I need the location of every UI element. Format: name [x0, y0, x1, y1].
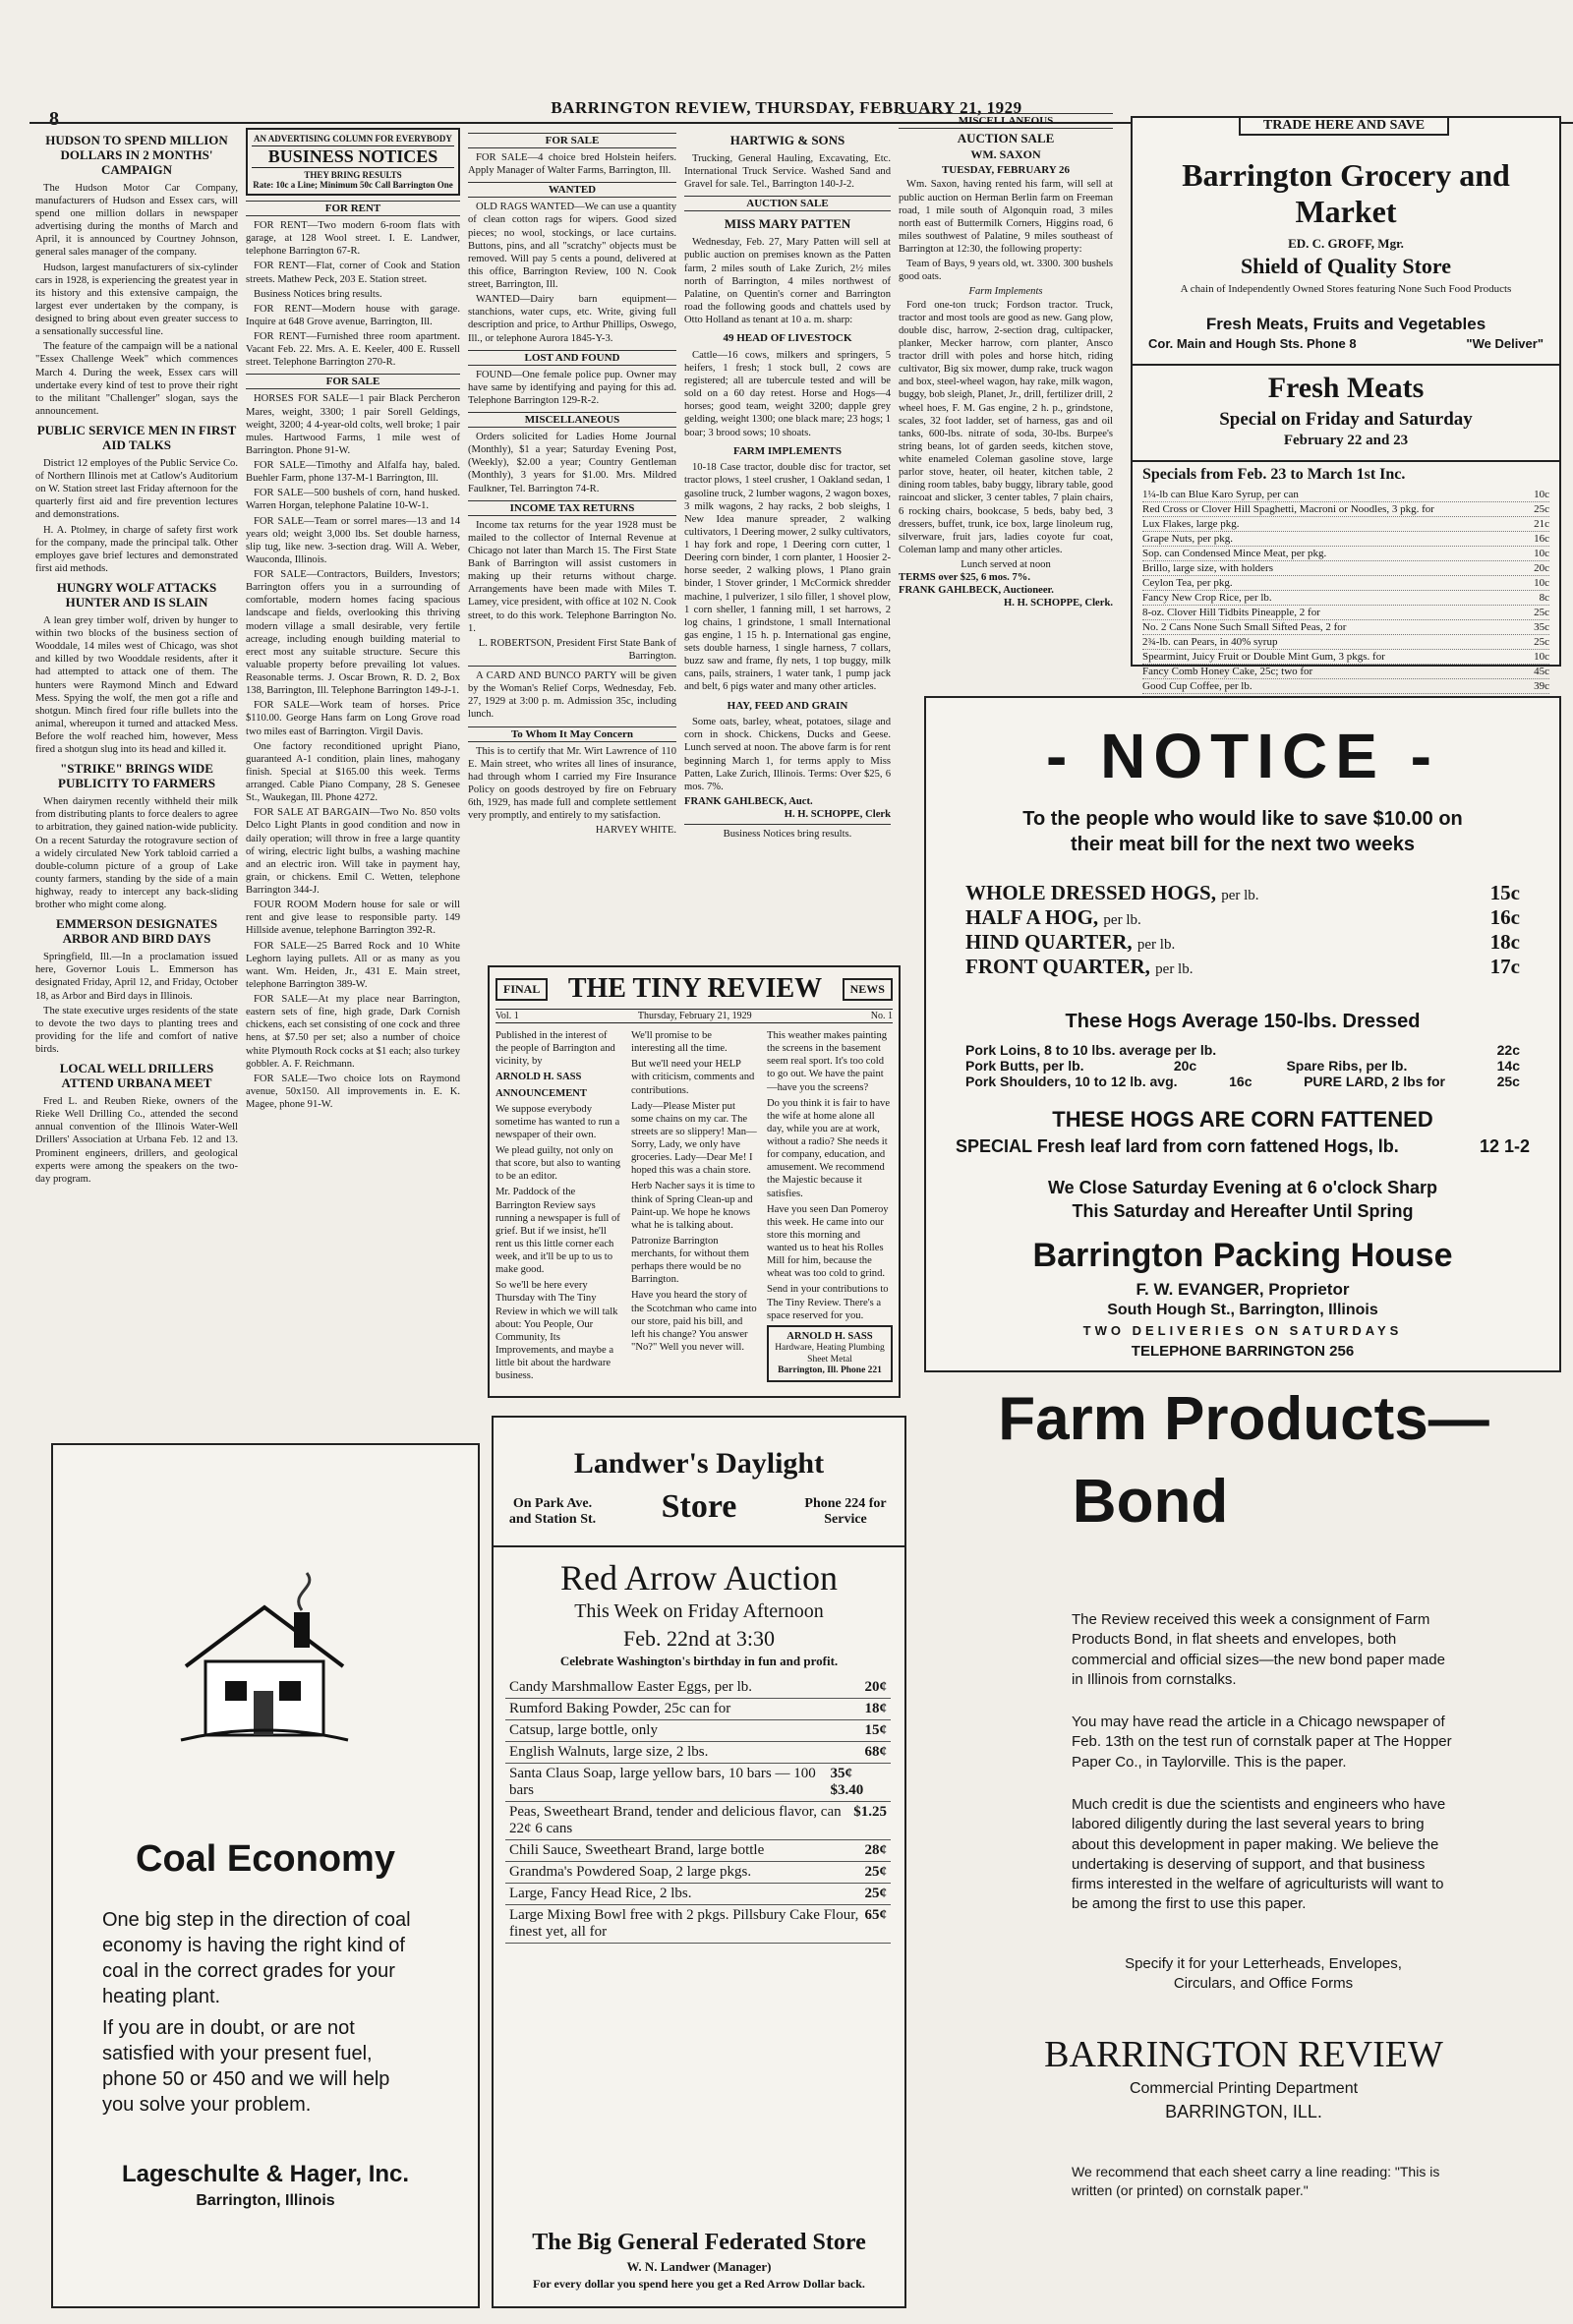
classified-ad: FOR SALE—Contractors, Builders, Investors; Barrington offers you in a surrounding of comfortable, modern homes facing spacious landscape and fields, overlooking this thriving modern village a small desirable, very fertile acreage, including enough building material to erect most any suitable structure. Secure this valuable property before prevailing lot values. Reasonable terms. J. Oscar Brown, R. D. 2, Box 138, Barrington, Ill. Telephone Barrington 149-J-1.: [246, 569, 460, 697]
heading-mary-patten: MISS MARY PATTEN: [724, 216, 851, 232]
tiny-text: Send in your contributions to The Tiny Review. There's a space reserved for you.: [767, 1284, 889, 1321]
row-shoulders: [965, 1074, 1520, 1089]
item-price: 25c: [1534, 636, 1549, 648]
landwer-store-ad: [492, 1416, 906, 2308]
item-price: 20c: [1534, 562, 1549, 574]
item-price: 10c: [1534, 548, 1549, 559]
final-badge: FINAL: [495, 978, 548, 1001]
cut-name: Pork Shoulders, 10 to 12 lb. avg.: [965, 1074, 1178, 1089]
headline-strike: "STRIKE" BRINGS WIDE PUBLICITY TO FARMERS: [58, 761, 215, 791]
tiny-text: We suppose everybody sometime has wanted to run a newspaper of their own.: [495, 1103, 620, 1140]
special-row: [1142, 517, 1549, 532]
article-text: The feature of the campaign will be a national "Essex Challenge Week" which commences March 4. During the week, Essex cars will undertake every kind of test to prove their right to the militant "Challenger" slogan, says the announcement.: [35, 341, 238, 417]
cut-price: 20c: [1173, 1058, 1197, 1074]
tiny-text: Published in the interest of the people of Barrington and vicinity, by: [495, 1030, 615, 1068]
classified-ad: FOR SALE—25 Barred Rock and 10 White Leghorn laying pullets. All or as many as you want. Wm. Heiden, Jr., 431 E. Main street, telephone Barrington 389-W.: [246, 940, 460, 990]
tiny-text: Mr. Paddock of the Barrington Review says running a newspaper is full of grief. But if we insist, he'll rent us this little corner each week, and it'll be up to us to make good.: [495, 1187, 620, 1276]
tiny-text: So we'll be here every Thursday with The Tiny Review in which we will talk about: You People, Our Community, Its Improvements, and maybe a little bit about the hardware business.: [495, 1280, 618, 1382]
special-price: 12 1-2: [1479, 1136, 1530, 1156]
grocery-price-list: [1142, 488, 1549, 694]
heading-hay-feed: HAY, FEED AND GRAIN: [727, 699, 848, 712]
tiny-review-title: THE TINY REVIEW: [567, 973, 823, 1004]
coal-body-1: One big step in the direction of coal economy is having the right kind of coal in the correct grades for your heating plant.: [102, 1909, 411, 2007]
item-price: 35¢ $3.40: [830, 1766, 864, 1798]
item-price: 35c: [1534, 621, 1549, 633]
item-price: 8c: [1539, 592, 1549, 604]
headline-well-drillers: LOCAL WELL DRILLERS ATTEND URBANA MEET: [59, 1061, 214, 1091]
grocery-dates: February 22 and 23: [1283, 433, 1409, 448]
cut-price: 17c: [1489, 955, 1520, 978]
cut-price: 18c: [1489, 930, 1520, 954]
auction-text: Wm. Saxon, having rented his farm, will sell at public auction on Herman Berlin farm on Freeman road, 1 mile south of Algonquin road, 3 miles north east of Buttermilk Corners, Higgins road, 6 miles southwest of Palatine, 9 miles southeast of Barrington at 12:30, the following property:: [899, 179, 1113, 255]
page-number: 8: [49, 108, 59, 130]
price-row: [505, 1862, 891, 1884]
classified-ad: HORSES FOR SALE—1 pair Black Percheron Mares, weight, 3300; 1 pair Sorell Geldings, weight, 3200; 4 4-year-old colts, well broke; 1 pair mules. Hartwood Farms, 1 mile west of Barrington. Phone 91-W.: [246, 393, 460, 456]
farm-specify: Specify it for your Letterheads, Envelopes, Circulars, and Office Forms: [1125, 1955, 1402, 1993]
section-for-sale: FOR SALE: [246, 374, 460, 389]
divider: [1133, 460, 1559, 462]
grocery-corner: Cor. Main and Hough Sts. Phone 8: [1148, 336, 1357, 351]
cut-price: 14c: [1496, 1058, 1520, 1074]
hog-price-row: [946, 905, 1540, 930]
landwer-price-list: [505, 1677, 891, 1944]
item-price: 45c: [1534, 666, 1549, 677]
special-row: [1142, 547, 1549, 561]
auctioneer: FRANK GAHLBECK, Auct.: [684, 795, 813, 807]
notice-close-1: We Close Saturday Evening at 6 o'clock Sharp: [1047, 1178, 1438, 1197]
section-for-sale: FOR SALE: [468, 133, 676, 148]
auction-text: Wednesday, Feb. 27, Mary Patten will sell at public auction on premises known as the Patten farm, 2 miles south of Lake Zurich, 2½ miles north of Barrington, 4 miles northwest of Palatine, on Quentin's corner and Barrington road the following goods and chattels used by Otto Holland as tenant at 10 a. m. sharp:: [684, 237, 891, 325]
heading-farm-implements: FARM IMPLEMENTS: [732, 444, 843, 457]
classified-ad: This is to certify that Mr. Wirt Lawrence of 110 E. Main street, who writes all lines of insurance, had through whom I carried my Fire Insurance Policy on goods destroyed by fire on February 6th, 1929, has made full and complete settlement very promptly, and entirely to my satisfaction.: [468, 745, 676, 822]
item-price: 25¢: [864, 1864, 887, 1880]
packing-house-name: Barrington Packing House: [1032, 1237, 1453, 1274]
item-name: Grandma's Powdered Soap, 2 large pkgs.: [509, 1864, 752, 1880]
article-text: Springfield, Ill.—In a proclamation issued here, Governor Louis L. Emmerson has designated Friday, April 12, and Friday, October 18, as Arbor and Bird days in Illinois.: [35, 952, 238, 1002]
item-name: Ceylon Tea, per pkg.: [1142, 577, 1233, 589]
article-text: The Hudson Motor Car Company, manufacturers of Hudson and Essex cars, will spend one million dollars in newspaper advertising during the months of March and April, it is announced by Courtney Johnson, general sales manager of the company.: [35, 182, 238, 259]
item-name: Lux Flakes, large pkg.: [1142, 518, 1240, 530]
packing-house-address: South Hough St., Barrington, Illinois: [1107, 1302, 1378, 1318]
classified-ad: Income tax returns for the year 1928 must be mailed to the collector of Internal Revenue at Chicago not later than March 15. The First State Bank of Barrington will assist customers in making up their returns without charge. Arrangements have been made with Miles T. Lamey, vice president, with office at 102 N. Cook street, to do this work. Telephone Barrington No. 1.: [468, 519, 676, 634]
volume: Vol. 1: [495, 1011, 519, 1021]
hog-price-row: [946, 955, 1540, 979]
landwer-phone: Phone 224 for Service: [804, 1496, 887, 1527]
tiny-text: Do you think it is fair to have the wife at home alone all day, while you are at work, without a radio? She needs it for company, education, and amusement. We recommend the Majestic because it satisfies.: [767, 1097, 891, 1199]
item-name: Candy Marshmallow Easter Eggs, per lb.: [509, 1679, 753, 1695]
section-lost-found: LOST AND FOUND: [468, 350, 676, 366]
special-row: [1142, 679, 1549, 694]
grocery-chain: A chain of Independently Owned Stores featuring Nonе Such Food Products: [1180, 283, 1512, 295]
tiny-col-3: [767, 1029, 893, 1382]
landwer-location: On Park Ave. and Station St.: [508, 1496, 597, 1527]
cut-label: [965, 881, 1259, 905]
packing-house-deliveries: TWO DELIVERIES ON SATURDAYS: [1082, 1323, 1403, 1338]
item-name: Sop. can Condensed Mince Meat, per pkg.: [1142, 548, 1327, 559]
classified-ad: Orders solicited for Ladies Home Journal (Monthly), $1 a year; Saturday Evening Post, (Weekly), $2.00 a year; Country Gentleman (Monthly), 3 years for $1.00. Mrs. Mildred Faulkner, Tel. Barrington 74-R.: [468, 432, 676, 494]
farm-dept: Commercial Printing Department: [1129, 2080, 1359, 2097]
packing-house-owner: F. W. EVANGER, Proprietor: [1136, 1280, 1350, 1299]
landwer-store: Store: [661, 1488, 737, 1525]
grocery-deliver: "We Deliver": [1466, 336, 1544, 351]
tiny-text: This weather makes painting the screens in the basement seem real sport. It's too cold to go out. We have the paint—have you the screens?: [767, 1030, 888, 1093]
heading-livestock: 49 HEAD OF LIVESTOCK: [723, 332, 852, 345]
classified-ad: A CARD AND BUNCO PARTY will be given by the Woman's Relief Corps, Wednesday, Feb. 27, 1929 at 3:00 p. m. Admission 35c, including lunch.: [468, 670, 676, 721]
header-tagline: THEY BRING RESULTS: [304, 170, 402, 180]
item-name: Santa Claus Soap, large yellow bars, 10 bars — 100 bars: [509, 1766, 816, 1798]
column-business-notices: [246, 128, 460, 1401]
special-row: [1142, 635, 1549, 650]
column-auction-saxon: [899, 108, 1113, 698]
coal-body-2: If you are in doubt, or are not satisfied with your present fuel, phone 50 or 450 and we will help you solve your problem.: [102, 2017, 390, 2116]
item-name: No. 2 Cans None Such Small Sifted Peas, 2 for: [1142, 621, 1347, 633]
tiny-text: Patronize Barrington merchants, for without them perhaps there would be no Barrington.: [631, 1235, 750, 1286]
special-row: [1142, 532, 1549, 547]
cut-label: [965, 930, 1175, 955]
item-price: 15¢: [864, 1722, 887, 1738]
item-price: 25c: [1534, 607, 1549, 618]
grocery-ad: [1131, 116, 1561, 692]
tiny-text: Herb Nacher says it is time to think of Spring Clean-up and Paint-up. We hope he knows what he is talking about.: [631, 1181, 755, 1231]
classified-ad: WANTED—Dairy barn equipment—stanchions, water cups, etc. Write, giving full description and price, to Arthur Phillips, Oswego, Ill., or telephone Aurora 1845-Y-3.: [468, 294, 676, 344]
header-title: BUSINESS NOTICES: [252, 145, 454, 168]
cut-unit: per lb.: [1155, 961, 1194, 977]
item-price: 68¢: [864, 1744, 887, 1760]
header-kicker: AN ADVERTISING COLUMN FOR EVERYBODY: [254, 134, 452, 144]
tiny-review-header: [495, 973, 893, 1005]
tiny-review-columns: [495, 1029, 893, 1382]
classified-ad: FOR SALE AT BARGAIN—Two No. 850 volts Delco Light Plants in good condition and now in daily operation; will throw in free a large quantity of wiring, electric light bulbs, a washing machine and an electric iron. Will take in payment hay, grain, or chickens. Emil C. Wetten, telephone Barrington 344-J.: [246, 807, 460, 896]
price-row: [505, 1742, 891, 1764]
section-miscellaneous: MISCELLANEOUS: [899, 113, 1113, 129]
notice-title: - NOTICE -: [1046, 721, 1439, 791]
item-name: Grape Nuts, per pkg.: [1142, 533, 1233, 545]
classified-ad: FOR RENT—Modern house with garage. Inquire at 648 Grove avenue, Barrington, Ill.: [246, 303, 460, 327]
item-name: 8-oz. Clover Hill Tidbits Pineapple, 2 for: [1142, 607, 1320, 618]
article-text: The state executive urges residents of the state to devote the two days to planting trees and providing for the life and comfort of native birds.: [35, 1005, 238, 1056]
sass-hardware-ad: [767, 1325, 893, 1382]
cut-price: 16c: [1489, 905, 1520, 929]
issue-number: No. 1: [870, 1011, 893, 1021]
cut-unit: per lb.: [1221, 888, 1259, 903]
item-price: 10c: [1534, 577, 1549, 589]
special-row: [1142, 488, 1549, 502]
column-news: [35, 128, 238, 1401]
auction-tagline: Celebrate Washington's birthday in fun and profit.: [559, 1654, 839, 1668]
cut-name: Pork Butts, per lb.: [965, 1058, 1084, 1074]
tiny-text: Have you heard the story of the Scotchman who came into our store, paid his bill, and left his change? You answer "No?" Well you never will.: [631, 1290, 757, 1353]
divider: [684, 824, 891, 825]
cut-name: HALF A HOG,: [965, 905, 1104, 929]
classified-ad: FOR SALE—Two choice lots on Raymond avenue, 50x150. All improvements in. E. K. Magee, phone 91-W.: [246, 1073, 460, 1110]
ad-name: ARNOLD H. SASS: [786, 1330, 873, 1342]
notice-special: [956, 1136, 1530, 1157]
farm-products-bond-ad: [924, 1384, 1563, 2308]
terms: TERMS over $25, 6 mos. 7%.: [899, 572, 1030, 584]
cut-price: 22c: [1496, 1042, 1520, 1058]
item-name: Brillo, large size, with holders: [1142, 562, 1273, 574]
special-text: SPECIAL Fresh leaf lard from corn fattened Hogs, lb.: [956, 1136, 1399, 1156]
auction-date: Feb. 22nd at 3:30: [623, 1626, 775, 1651]
packing-house-notice: [924, 696, 1561, 1372]
cut-name: FRONT QUARTER,: [965, 955, 1156, 978]
landwer-manager: W. N. Landwer (Manager): [626, 2259, 772, 2274]
specials-title: Specials from Feb. 23 to March 1st Inc.: [1142, 466, 1406, 483]
item-name: Peas, Sweetheart Brand, tender and delicious flavor, can 22¢ 6 cans: [509, 1804, 842, 1836]
cut-name: WHOLE DRESSED HOGS,: [965, 881, 1222, 904]
farm-p1: The Review received this week a consignment of Farm Products Bond, in flat sheets and envelopes, both commercial and official sizes—the new bond paper made in Illinois from cornstalks.: [1072, 1611, 1445, 1688]
header-rate: Rate: 10c a Line; Minimum 50c Call Barrington One: [253, 180, 453, 190]
tiny-publisher: ARNOLD H. SASS: [495, 1072, 582, 1083]
auction-text: Team of Bays, 9 years old, wt. 3300. 300 bushels good oats.: [899, 259, 1113, 283]
issue-date: Thursday, February 21, 1929: [637, 1011, 752, 1021]
item-name: Good Cup Coffee, per lb.: [1142, 680, 1253, 692]
classified-ad: FOR RENT—Flat, corner of Cook and Station streets. Mathew Peck, 203 E. Station street.: [246, 261, 460, 285]
item-name: Fancy New Crop Rice, per lb.: [1142, 592, 1272, 604]
house-icon: [181, 1573, 348, 1750]
cut-name: PURE LARD, 2 lbs for: [1304, 1074, 1445, 1089]
price-row: [505, 1905, 891, 1944]
signature: HARVEY WHITE.: [595, 825, 676, 837]
tiny-review-box: [488, 965, 901, 1398]
trade-banner: TRADE HERE AND SAVE: [1239, 116, 1449, 136]
article-text: H. A. Ptolmey, in charge of safety first work for the company, made the principal talk. Other employes gave brief lectures and demonstrated first aid methods.: [35, 524, 238, 574]
grocery-title: Barrington Grocery and Market: [1182, 157, 1510, 229]
article-text: When dairymen recently withheld their milk from distributing plants to force dealers to agree to arbitration, they gained nation-wide publicity. On a recent Saturday the rotogravure section of a widely circulated New York tabloid carried a double-column picture of a group of Lake county farmers, standing by the side of a main highway, ready to intercept any back-sliding brother who might come along.: [35, 796, 238, 911]
item-price: 10c: [1534, 489, 1549, 500]
classified-ad: FOUR ROOM Modern house for sale or will rent and give lease to responsible party. 149 Hillside avenue, telephone Barrington 392-R.: [246, 900, 460, 937]
hog-price-row: [946, 881, 1540, 905]
tiny-text: We plead guilty, not only on that score, but also to wanting to be an editor.: [495, 1145, 621, 1183]
price-row: [505, 1840, 891, 1862]
item-name: Large, Fancy Head Rice, 2 lbs.: [509, 1886, 692, 1901]
article-text: Hudson, largest manufacturers of six-cylinder cars in 1928, is experiencing the greatest year in its history and this extensive campaign, the largest ever undertaken by the company, is designed to bring about even greater success to a sensationally successful line.: [35, 261, 238, 338]
price-row: [505, 1764, 891, 1802]
auction-text: Some oats, barley, wheat, potatoes, silage and corn in shock. Chickens, Ducks and Geese. Lunch served at noon. The above farm is for rent beginning March 1, for terms apply to Miss Patten, Lake Zurich, Illinois. Terms: Over $25, 6 mos. 7%.: [684, 717, 891, 792]
tiny-review-dateline: [495, 1009, 893, 1023]
article-text: District 12 employes of the Public Service Co. of Northern Illinois met at Catlow's Auditorium on W. Station street last Friday afternoon for the quarterly first aid and fire prevention lectures and demonstrations.: [35, 457, 238, 521]
auction-text: Cattle—16 cows, milkers and springers, 5 heifers, 1 fresh; 1 stock bull, 2 cows are registered; all are tubercule tested and will be sold on a 60 day retest. Horse and Hogs—4 horses; good team, weight 3200; dapple grey gelding, weight 1300; one black mare; 23 hogs; 1 boar; 3 brood sows; 10 shoats.: [684, 349, 891, 438]
price-row: [505, 1699, 891, 1720]
notice-close-2: This Saturday and Hereafter Until Spring: [1072, 1201, 1414, 1221]
news-badge: NEWS: [843, 978, 893, 1001]
column-classifieds: [468, 128, 676, 961]
classified-ad: One factory reconditioned upright Piano, guaranteed A-1 condition, plain lines, mahogany finish. Special at $165.00 this week. Terms arranged. Cable Piano Company, 28 S. Genesee St., Waukegan, Ill. Phone 4272.: [246, 740, 460, 804]
lunch-note: Lunch served at noon: [961, 559, 1051, 570]
item-name: Large Mixing Bowl free with 2 pkgs. Pillsbury Cake Flour, finest yet, all for: [509, 1907, 859, 1940]
cut-name: HIND QUARTER,: [965, 930, 1137, 954]
landwer-title: Landwer's Daylight: [573, 1447, 825, 1480]
column-auction-patten: [684, 128, 891, 934]
coal-title: Coal Economy: [136, 1838, 395, 1880]
article-text: Fred L. and Reuben Rieke, owners of the Rieke Well Drilling Co., attended the second annual convention of the Illinois Water-Well Drillers' Association at Urbana Feb. 12 and 13. Prominent engineers, drillers, and geological experts were among the speakers on the two-day program.: [35, 1096, 238, 1185]
special-row: [1142, 576, 1549, 591]
item-name: Catsup, large bottle, only: [509, 1722, 658, 1738]
coal-firm: Lageschulte & Hager, Inc.: [121, 2161, 410, 2187]
headline-arbor-day: EMMERSON DESIGNATES ARBOR AND BIRD DAYS: [55, 916, 218, 947]
notice-sub-2: their meat bill for the next two weeks: [1070, 834, 1416, 855]
section-miscellaneous: MISCELLANEOUS: [468, 412, 676, 428]
farm-title-1: Farm Products—: [998, 1385, 1489, 1453]
tiny-heading: ANNOUNCEMENT: [495, 1087, 587, 1099]
price-row: [505, 1884, 891, 1905]
farm-p3: Much credit is due the scientists and engineers who have labored diligently during the last several years to bring about this development in paper making. We believe the undertaking is deserving of support, and that business firms interested in the welfare of agriculturists will want to be among the first to use this paper.: [1072, 1796, 1446, 1913]
masthead: BARRINGTON REVIEW, THURSDAY, FEBRUARY 21, 1929: [551, 98, 1022, 117]
special-row: [1142, 502, 1549, 517]
ad-services: Hardware, Heating Plumbing Sheet Metal: [775, 1342, 885, 1365]
item-name: English Walnuts, large size, 2 lbs.: [509, 1744, 709, 1760]
tiny-text: But we'll need your HELP with criticism, comments and contributions.: [631, 1059, 755, 1096]
divider: [1133, 364, 1559, 366]
classified-ad: FOR SALE—4 choice bred Holstein heifers. Apply Manager of Walter Farms, Barrington, Ill.: [468, 152, 676, 177]
classified-ad: FOR SALE—Work team of horses. Price $110.00. George Hans farm on Long Grove road two miles east of Barrington. Virgil Davis.: [246, 700, 460, 737]
heading-implements: Farm Implements: [968, 286, 1043, 298]
classified-ad: FOR SALE—500 bushels of corn, hand husked. Warren Horgan, telephone Palatine 10-W-1.: [246, 488, 460, 512]
grocery-special: Special on Friday and Saturday: [1219, 409, 1473, 430]
cut-unit: per lb.: [1136, 937, 1176, 953]
tiny-text: We'll promise to be interesting all the time.: [631, 1030, 728, 1055]
item-price: 25c: [1534, 503, 1549, 515]
landwer-federated: The Big General Federated Store: [532, 2230, 866, 2255]
clerk: H. H. SCHOPPE, Clerk.: [1004, 598, 1113, 610]
heading-auction-sale: AUCTION SALE: [957, 131, 1055, 145]
tiny-text: Have you seen Dan Pomeroy this week. He came into our store this morning and wanted us to heat his Rolles Mill for him, because the wheat was too cold to grind.: [767, 1203, 889, 1280]
row-loins: [965, 1042, 1520, 1058]
red-arrow-title: Red Arrow Auction: [560, 1558, 838, 1598]
farm-footnote: We recommend that each sheet carry a line reading: "This is written (or printed) on cornstalk paper.": [1072, 2164, 1440, 2198]
item-price: 25¢: [864, 1886, 887, 1901]
special-row: [1142, 620, 1549, 635]
row-butts: [965, 1058, 1520, 1074]
classified-ad: OLD RAGS WANTED—We can use a quantity of clean cotton rags for wipers. Good sized pieces; no wool, stockings, or lace curtains. Buttons, pins, and all "scratchy" objects must be removed. Will pay 5 cents a pound, delivered at this office, Barrington Review, 100 N. Cook street, Barrington, Ill.: [468, 202, 676, 290]
item-name: Red Cross or Clover Hill Spaghetti, Macroni or Noodles, 3 pkg. for: [1142, 503, 1434, 515]
auctioneer: FRANK GAHLBECK, Auctioneer.: [899, 585, 1054, 597]
auction-when: This Week on Friday Afternoon: [574, 1600, 824, 1622]
farm-title-2: Bond: [1072, 1468, 1229, 1536]
farm-paper-name: BARRINGTON REVIEW: [1044, 2034, 1443, 2075]
item-name: 1¼-lb can Blue Karo Syrup, per can: [1142, 489, 1299, 500]
footer-note: Business Notices bring results.: [723, 829, 852, 841]
item-price: $1.25: [853, 1804, 887, 1820]
classified-ad: FOR SALE—At my place near Barrington, eastern sets of fine, high grade, Dark Cornish chickens, each set consisting of one cock and three hens, at $7.50 per set; also a number of choice white Plymouth Rock cocks at $1 each; also turkey gobbler. A. F. Reichmann.: [246, 994, 460, 1070]
item-price: 10c: [1534, 651, 1549, 663]
item-name: Spearmint, Juicy Fruit or Double Mint Gum, 3 pkgs. for: [1142, 651, 1385, 663]
section-income-tax: INCOME TAX RETURNS: [468, 500, 676, 516]
classified-ad: FOR RENT—Two modern 6-room flats with garage, at 128 Wool street. I. E. Landwer, telephone Barrington 67-R.: [246, 220, 460, 258]
cut-unit: per lb.: [1103, 912, 1141, 928]
special-row: [1142, 591, 1549, 606]
heading-date: TUESDAY, FEBRUARY 26: [941, 163, 1071, 176]
coal-town: Barrington, Illinois: [196, 2192, 335, 2209]
tiny-col-2: [631, 1029, 757, 1382]
cut-label: [965, 955, 1193, 979]
notice-average: These Hogs Average 150-lbs. Dressed: [1065, 1011, 1421, 1032]
coal-economy-ad: [51, 1443, 480, 2308]
cut-price: 15c: [1489, 881, 1520, 904]
classified-ad: FOUND—One female police pup. Owner may have same by identifying and paying for this ad. Telephone Barrington 129-R-2.: [468, 369, 676, 406]
farm-p2: You may have read the article in a Chicago newspaper of Feb. 13th on the test run of cornstalk paper at The Hopper Paper Co., in Taylorville. This is the paper.: [1072, 1714, 1452, 1771]
item-price: 21c: [1534, 518, 1549, 530]
auction-text: Ford one-ton truck; Fordson tractor. Truck, tractor and most tools are good as new. Gang plow, double disc, harrow, 2-section drag, cultipacker, planker, Mecker harrow, corn planter, Ansco tractor drill with poles and horse hitch, riding cultivator, Big six mower, dump rake, truck wagon and box, steel-wheel wagon, hay rake, milk wagon, buggy, bob sleigh, Planet, Jr., drill, fertilizer drill, 2 wheel hoes, F. M. Gas engine, 2 h. p., grindstone, scales, 32 foot ladder, set of harness, gas and oil tanks, 600-lbs. nitrate of soda, 30-lbs. Burpee's string beans, lot of garden seeds, kitchen stove, white enameled Coleman gasoline stove, large parlor stove, heater, oil heater, kitchen table, 2 dining room tables, baby buggy, library table, good raincoat and slicker, 3 center tables, 7 plain chairs, 6 rocking chairs, bookcase, 5 beds, baby bed, 3 dressers, buffet, trunk, ice box, large linoleum rug, silverware, fruit jars, ladies coyote fur coat, Coleman lamp and many other articles.: [899, 299, 1113, 555]
classified-ad: FOR SALE—Team or sorrel mares—13 and 14 years old; weight 3,000 lbs. Set double harness, slip tug, like new. 3-section drag. Will A. Weber, Wauconda, Illinois.: [246, 515, 460, 565]
signature: L. ROBERTSON, President First State Bank of Barrington.: [478, 637, 676, 662]
item-price: 65¢: [864, 1907, 887, 1923]
grocery-manager: ED. C. GROFF, Mgr.: [1288, 236, 1404, 251]
grocery-fresh-meats: Fresh Meats: [1267, 372, 1425, 404]
item-price: 39c: [1534, 680, 1549, 692]
divider: [468, 666, 676, 667]
special-row: [1142, 561, 1549, 576]
item-name: Chili Sauce, Sweetheart Brand, large bottle: [509, 1842, 765, 1858]
auction-text: 10-18 Case tractor, double disc for tractor, set tractor plows, 1 steel crusher, 1 Oakland sedan, 1 gasoline truck, 2 lumber wagons, 2 wagon boxes, 3 milk wagons, 2 hay racks, 2 bob sleighs, 1 New Idea manure spreader, 2 walking cultivators, 1 Deering mower, 2 sulky cultivators, 1 hay fork and rope, 1 Deering corn cutter, 1 Deering corn binder, 1 corn planter, 1 Hoosier 2-horse seeder, 2 walking plows, 1 Plano grain binder, 1 Stover grinder, 1 McCormick shredder machine, 1 pulverizer, 1 silo filler, 1 shovel plow, 1 corn sheller, 1 fanning mill, 1 set harrows, 2 log chains, 1 grindstone, 1 small International gas engine, 1 15 h. p. International gas engine, sets double harness, 1 single harness, 7 collars, buzz saw and frame, fly nets, 1 top buggy, milk cans, pails, strainers, 1 water tank, 1 pump jack and belt, 6 pigs water and many other articles.: [684, 462, 891, 693]
item-price: 28¢: [864, 1842, 887, 1858]
cut-price: 16c: [1229, 1074, 1253, 1089]
tiny-text: Lady—Please Mister put some chains on my car. The streets are so slippery! Man—Sorry, Lady, we only have groceries. Lady—Dear Me! I hoped this was a chain store.: [631, 1100, 757, 1177]
cut-price: 25c: [1496, 1074, 1520, 1089]
price-row: [505, 1677, 891, 1699]
section-wanted: WANTED: [468, 182, 676, 198]
cut-name: Spare Ribs, per lb.: [1286, 1058, 1408, 1074]
item-price: 16c: [1534, 533, 1549, 545]
packing-house-phone: TELEPHONE BARRINGTON 256: [1131, 1343, 1355, 1360]
special-row: [1142, 665, 1549, 679]
clerk: H. H. SCHOPPE, Clerk: [784, 809, 891, 821]
special-row: [1142, 650, 1549, 665]
headline-public-service: PUBLIC SERVICE MEN IN FIRST AID TALKS: [36, 423, 237, 452]
divider: [494, 1545, 904, 1547]
farm-town: BARRINGTON, ILL.: [1165, 2102, 1322, 2121]
headline-hudson: HUDSON TO SPEND MILLION DOLLARS IN 2 MONTHS' CAMPAIGN: [45, 133, 228, 177]
notice-price-rows: [946, 881, 1540, 979]
heading-hartwig: HARTWIG & SONS: [729, 133, 845, 147]
hog-price-row: [946, 930, 1540, 955]
house-illustration: [181, 1573, 348, 1750]
ad-text: Trucking, General Hauling, Excavating, Etc. International Truck Service. Washed Sand and Gravel for sale. Tel., Barrington 140-J-2.: [684, 152, 891, 191]
item-price: 18¢: [864, 1701, 887, 1716]
heading-wm-saxon: WM. SAXON: [970, 146, 1041, 161]
item-name: Fancy Comb Honey Cake, 25c; two for: [1142, 666, 1313, 677]
notice-corn: THESE HOGS ARE CORN FATTENED: [1052, 1107, 1433, 1132]
notice-cuts: [965, 1042, 1520, 1089]
grocery-fresh: Fresh Meats, Fruits and Vegetables: [1205, 315, 1486, 333]
item-name: 2¾-lb. can Pears, in 40% syrup: [1142, 636, 1278, 648]
landwer-dollar-note: For every dollar you spend here you get a Red Arrow Dollar back.: [533, 2277, 865, 2291]
classified-ad: FOR RENT—Furnished three room apartment. Vacant Feb. 22. Mrs. A. E. Keeler, 400 E. Russell street. Telephone Barrington 270-R.: [246, 331, 460, 369]
section-auction: AUCTION SALE: [684, 196, 891, 211]
item-name: Rumford Baking Powder, 25c can for: [509, 1701, 731, 1716]
ad-phone: Barrington, Ill. Phone 221: [778, 1365, 882, 1376]
tiny-col-1: [495, 1029, 621, 1382]
price-row: [505, 1802, 891, 1840]
cut-label: [965, 905, 1141, 930]
classified-ad: FOR SALE—Timothy and Alfalfa hay, baled. Buehler Farm, phone 137-M-1 Barrington, Ill.: [246, 460, 460, 485]
price-row: [505, 1720, 891, 1742]
special-row: [1142, 606, 1549, 620]
grocery-shield: Shield of Quality Store: [1240, 254, 1452, 278]
item-price: 20¢: [864, 1679, 887, 1695]
section-whom-it-may-concern: To Whom It May Concern: [468, 726, 676, 742]
headline-wolf: HUNGRY WOLF ATTACKS HUNTER AND IS SLAIN: [56, 580, 217, 610]
classified-ad: Business Notices bring results.: [254, 288, 382, 300]
section-for-rent: FOR RENT: [246, 201, 460, 216]
article-text: A lean grey timber wolf, driven by hunger to within two blocks of the business section of Wooddale, 14 miles west of Chicago, was shot and killed by two Wooddale residents, after it had attempted to attack one of them. The hunters were Raymond Minch and Edward Mess. Spying the wolf, the men got a rifle and shotgun. Minch fired four rifle bullets into the animal, whereupon it turned and attacked Mess. Before the wolf reached him, however, Mess fired a shotgun slug into its head and killed it.: [35, 614, 238, 756]
notice-sub-1: To the people who would like to save $10.00 on: [1022, 808, 1463, 830]
cut-name: Pork Loins, 8 to 10 lbs. average per lb.: [965, 1042, 1217, 1058]
business-notices-header: [246, 128, 460, 196]
